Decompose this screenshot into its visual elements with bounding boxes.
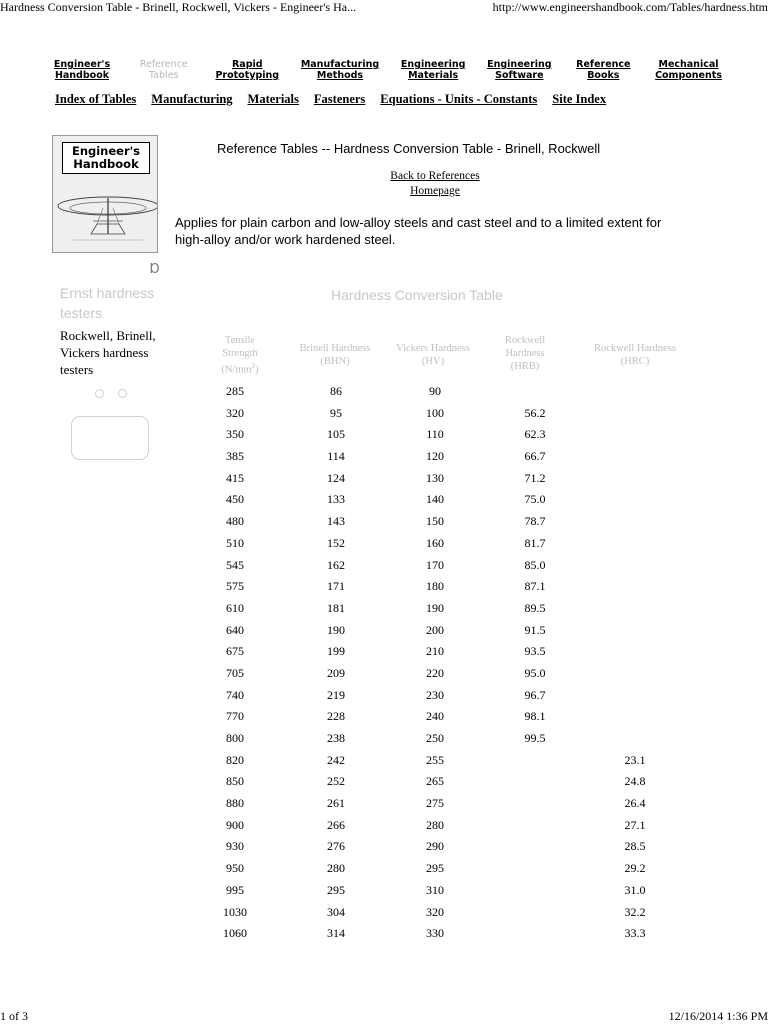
table-row — [0, 838, 768, 860]
cell-vickers: 120 — [426, 449, 444, 464]
table-row — [0, 383, 768, 405]
cell-tensile-strength: 850 — [226, 774, 244, 789]
back-link-line1[interactable]: Back to References — [390, 170, 480, 182]
table-row — [0, 730, 768, 752]
header-tensile-unit-sup: 2 — [251, 362, 256, 370]
cell-vickers: 200 — [426, 622, 444, 637]
cell-vickers: 90 — [429, 384, 441, 398]
top-nav-rapid-prototyping[interactable]: Rapid Prototyping — [215, 59, 280, 81]
cell-vickers: 330 — [426, 926, 444, 941]
cell-tensile-strength: 320 — [226, 405, 244, 420]
table-row — [0, 535, 768, 557]
cell-rockwell-hrb: 71.2 — [524, 470, 546, 485]
header-brinell — [290, 342, 380, 368]
logo-title — [62, 142, 150, 174]
text-cursor-icon: Ɒ — [150, 262, 161, 277]
print-footer-page: 1 of 3 — [0, 1009, 28, 1023]
cell-tensile-strength: 610 — [226, 600, 244, 615]
cell-vickers: 265 — [426, 774, 444, 789]
cell-vickers: 250 — [426, 731, 444, 745]
cell-tensile-strength: 770 — [226, 709, 244, 724]
table-row — [0, 448, 768, 470]
cell-rockwell-hrc: 23.1 — [624, 752, 646, 767]
cell-vickers: 290 — [426, 839, 444, 854]
header-rockwell-hrc — [585, 342, 685, 368]
cell-vickers: 140 — [426, 492, 444, 507]
header-tensile-unit-text: (N/mm — [221, 364, 252, 376]
header-vickers-line2: (HV) — [421, 356, 445, 367]
cell-tensile-strength: 480 — [226, 514, 244, 529]
top-nav-manufacturing-methods[interactable]: Manufacturing Methods — [300, 59, 380, 81]
cell-rockwell-hrb: 78.7 — [524, 514, 546, 529]
cell-brinell: 209 — [327, 665, 345, 680]
top-nav-engineering-software[interactable]: Engineering Software — [487, 59, 552, 81]
ad-title[interactable]: Ernst hardness — [60, 285, 155, 301]
cell-rockwell-hrb: 95.0 — [524, 665, 546, 680]
cell-tensile-strength: 640 — [226, 622, 244, 637]
cell-vickers: 210 — [426, 644, 444, 659]
header-brinell-line2: (BHN) — [320, 356, 350, 367]
table-header-row — [195, 334, 695, 380]
header-tensile-strength — [195, 334, 285, 377]
back-link-line2[interactable]: Homepage — [410, 185, 460, 197]
ad-title-line2[interactable]: testers — [60, 305, 103, 321]
cell-tensile-strength: 350 — [226, 427, 244, 442]
cell-tensile-strength: 880 — [226, 796, 244, 811]
engineers-handbook-logo[interactable] — [52, 135, 158, 253]
cell-vickers: 110 — [426, 427, 444, 442]
sub-nav-materials[interactable]: Materials — [247, 92, 299, 106]
print-header-url: http://www.engineershandbook.com/Tables/hardness.htm — [492, 0, 768, 14]
cell-tensile-strength: 900 — [226, 817, 244, 832]
cell-brinell: 114 — [327, 449, 345, 464]
cell-rockwell-hrc: 24.8 — [624, 774, 646, 789]
cell-tensile-strength: 415 — [226, 470, 244, 485]
cell-tensile-strength: 385 — [226, 449, 244, 464]
cell-brinell: 152 — [327, 535, 345, 550]
table-caption: Hardness Conversion Table — [331, 287, 503, 303]
table-row — [0, 622, 768, 644]
header-rockwell-hrb — [490, 334, 560, 373]
table-row — [0, 578, 768, 600]
cell-rockwell-hrc: 29.2 — [624, 861, 646, 876]
table-row — [0, 513, 768, 535]
table-row — [0, 470, 768, 492]
sub-nav-fasteners[interactable]: Fasteners — [313, 92, 366, 106]
cell-brinell: 143 — [327, 514, 345, 529]
table-row — [0, 860, 768, 882]
cell-rockwell-hrb: 87.1 — [524, 579, 546, 594]
sub-nav — [55, 92, 606, 107]
table-row — [0, 491, 768, 513]
cell-brinell: 181 — [327, 600, 345, 615]
cell-brinell: 124 — [327, 470, 345, 485]
header-hrb-line1: Rockwell — [504, 335, 546, 346]
cell-vickers: 295 — [426, 861, 444, 876]
top-nav-engineers-handbook[interactable]: Engineer's Handbook — [53, 59, 111, 81]
cell-vickers: 100 — [426, 405, 444, 420]
cell-vickers: 190 — [426, 600, 444, 615]
print-footer — [0, 1009, 768, 1024]
cell-brinell: 261 — [327, 796, 345, 811]
cell-tensile-strength: 705 — [226, 665, 244, 680]
cell-tensile-strength: 740 — [226, 687, 244, 702]
cell-tensile-strength: 950 — [226, 861, 244, 876]
cell-tensile-strength: 1060 — [223, 926, 247, 941]
header-hrc-line2: (HRC) — [620, 356, 650, 367]
cell-brinell: 190 — [327, 622, 345, 637]
cell-tensile-strength: 510 — [226, 535, 244, 550]
cell-vickers: 230 — [426, 687, 444, 702]
top-nav-engineering-materials[interactable]: Engineering Materials — [400, 59, 466, 81]
cell-rockwell-hrb: 96.7 — [524, 687, 546, 702]
cell-brinell: 105 — [327, 427, 345, 442]
header-vickers — [388, 342, 478, 368]
ad-block[interactable] — [60, 283, 160, 378]
table-row — [0, 708, 768, 730]
top-nav — [52, 59, 722, 81]
logo-title-line2: Handbook — [73, 157, 139, 171]
table-row — [0, 600, 768, 622]
cell-tensile-strength: 800 — [226, 731, 244, 745]
cell-vickers: 170 — [426, 557, 444, 572]
cell-rockwell-hrb: 93.5 — [524, 644, 546, 659]
cell-brinell: 295 — [327, 882, 345, 897]
cell-tensile-strength: 675 — [226, 644, 244, 659]
top-nav-mechanical-components[interactable]: Mechanical Components — [655, 59, 722, 81]
intro-text: Applies for plain carbon and low-alloy steels and cast steel and to a limited extent for high-alloy and/or work hardened steel. — [175, 215, 662, 247]
helicopter-sketch-icon — [53, 176, 158, 253]
cell-vickers: 275 — [426, 796, 444, 811]
header-tensile-unit — [195, 360, 285, 377]
logo-title-line1: Engineer's — [71, 144, 141, 158]
cell-rockwell-hrc: 26.4 — [624, 796, 646, 811]
cell-rockwell-hrb: 89.5 — [524, 600, 546, 615]
cell-brinell: 242 — [327, 752, 345, 767]
table-row — [0, 882, 768, 904]
cell-brinell: 266 — [327, 817, 345, 832]
cell-brinell: 314 — [327, 926, 345, 941]
cell-rockwell-hrb: 81.7 — [524, 535, 546, 550]
cell-rockwell-hrc: 32.2 — [624, 904, 646, 919]
table-row — [0, 752, 768, 774]
table-row — [0, 817, 768, 839]
cell-vickers: 320 — [426, 904, 444, 919]
header-vickers-line1: Vickers Hardness — [396, 343, 470, 354]
sub-nav-site-index[interactable]: Site Index — [552, 92, 607, 106]
cell-vickers: 220 — [426, 665, 444, 680]
sub-nav-index-of-tables[interactable]: Index of Tables — [55, 92, 137, 106]
cell-vickers: 240 — [426, 709, 444, 724]
cell-tensile-strength: 545 — [226, 557, 244, 572]
back-to-references-link[interactable] — [360, 169, 510, 199]
cell-tensile-strength: 995 — [226, 882, 244, 897]
table-row — [0, 665, 768, 687]
header-tensile-line2: Strength — [222, 348, 258, 359]
sub-nav-manufacturing[interactable]: Manufacturing — [151, 92, 233, 106]
cell-brinell: 228 — [327, 709, 345, 724]
cell-brinell: 86 — [330, 384, 342, 398]
ad-description: Rockwell, Brinell, Vickers hardness testers — [60, 328, 156, 377]
cell-rockwell-hrc: 33.3 — [624, 926, 646, 941]
header-hrb-line2: Hardness — [505, 348, 545, 359]
cell-rockwell-hrb: 66.7 — [524, 449, 546, 464]
cell-brinell: 238 — [327, 731, 345, 745]
cell-vickers: 130 — [426, 470, 444, 485]
cell-vickers: 310 — [426, 882, 444, 897]
cell-tensile-strength: 450 — [226, 492, 244, 507]
cell-brinell: 162 — [327, 557, 345, 572]
cell-rockwell-hrb: 75.0 — [524, 492, 546, 507]
top-nav-reference-tables[interactable]: Reference Tables — [139, 59, 188, 81]
cell-vickers: 255 — [426, 752, 444, 767]
cell-tensile-strength: 820 — [226, 752, 244, 767]
cell-vickers: 160 — [426, 535, 444, 550]
cell-vickers: 150 — [426, 514, 444, 529]
table-row — [0, 795, 768, 817]
cell-rockwell-hrc: 31.0 — [624, 882, 646, 897]
cell-tensile-strength: 930 — [226, 839, 244, 854]
cell-rockwell-hrc: 27.1 — [624, 817, 646, 832]
cell-brinell: 133 — [327, 492, 345, 507]
print-header — [0, 0, 768, 16]
cell-vickers: 180 — [426, 579, 444, 594]
table-row — [0, 904, 768, 926]
header-brinell-line1: Brinell Hardness — [299, 343, 371, 354]
cell-brinell: 304 — [327, 904, 345, 919]
cell-tensile-strength: 1030 — [223, 904, 247, 919]
table-row — [0, 925, 768, 947]
cell-brinell: 252 — [327, 774, 345, 789]
table-row — [0, 687, 768, 709]
table-row — [0, 643, 768, 665]
table-row — [0, 773, 768, 795]
header-hrb-line3: (HRB) — [510, 361, 540, 372]
print-header-title: Hardness Conversion Table - Brinell, Rockwell, Vickers - Engineer's Ha... — [0, 0, 357, 14]
cell-rockwell-hrb: 62.3 — [524, 427, 546, 442]
header-hrc-line1: Rockwell Hardness — [594, 343, 676, 354]
top-nav-reference-books[interactable]: Reference Books — [576, 59, 631, 81]
cell-brinell: 199 — [327, 644, 345, 659]
cell-rockwell-hrb: 85.0 — [524, 557, 546, 572]
cell-rockwell-hrc: 28.5 — [624, 839, 646, 854]
table-row — [0, 405, 768, 427]
cell-rockwell-hrb: 98.1 — [524, 709, 546, 724]
cell-brinell: 276 — [327, 839, 345, 854]
print-footer-datetime: 12/16/2014 1:36 PM — [668, 1009, 768, 1023]
table-row — [0, 426, 768, 448]
page-title: Reference Tables -- Hardness Conversion Table - Brinell, Rockwell — [217, 141, 601, 156]
cell-rockwell-hrb: 99.5 — [524, 731, 546, 745]
cell-tensile-strength: 575 — [226, 579, 244, 594]
header-tensile-line1: Tensile — [224, 335, 256, 346]
header-tensile-unit-close: ) — [255, 364, 259, 376]
cell-vickers: 280 — [426, 817, 444, 832]
cell-rockwell-hrb: 56.2 — [524, 405, 546, 420]
cell-brinell: 280 — [327, 861, 345, 876]
table-row — [0, 557, 768, 579]
cell-brinell: 171 — [327, 579, 345, 594]
cell-brinell: 95 — [330, 405, 342, 420]
cell-rockwell-hrb: 91.5 — [524, 622, 546, 637]
sub-nav-equations-units-constants[interactable]: Equations - Units - Constants — [380, 92, 538, 106]
hardness-table-body — [0, 383, 768, 947]
cell-brinell: 219 — [327, 687, 345, 702]
cell-tensile-strength: 285 — [226, 384, 244, 398]
